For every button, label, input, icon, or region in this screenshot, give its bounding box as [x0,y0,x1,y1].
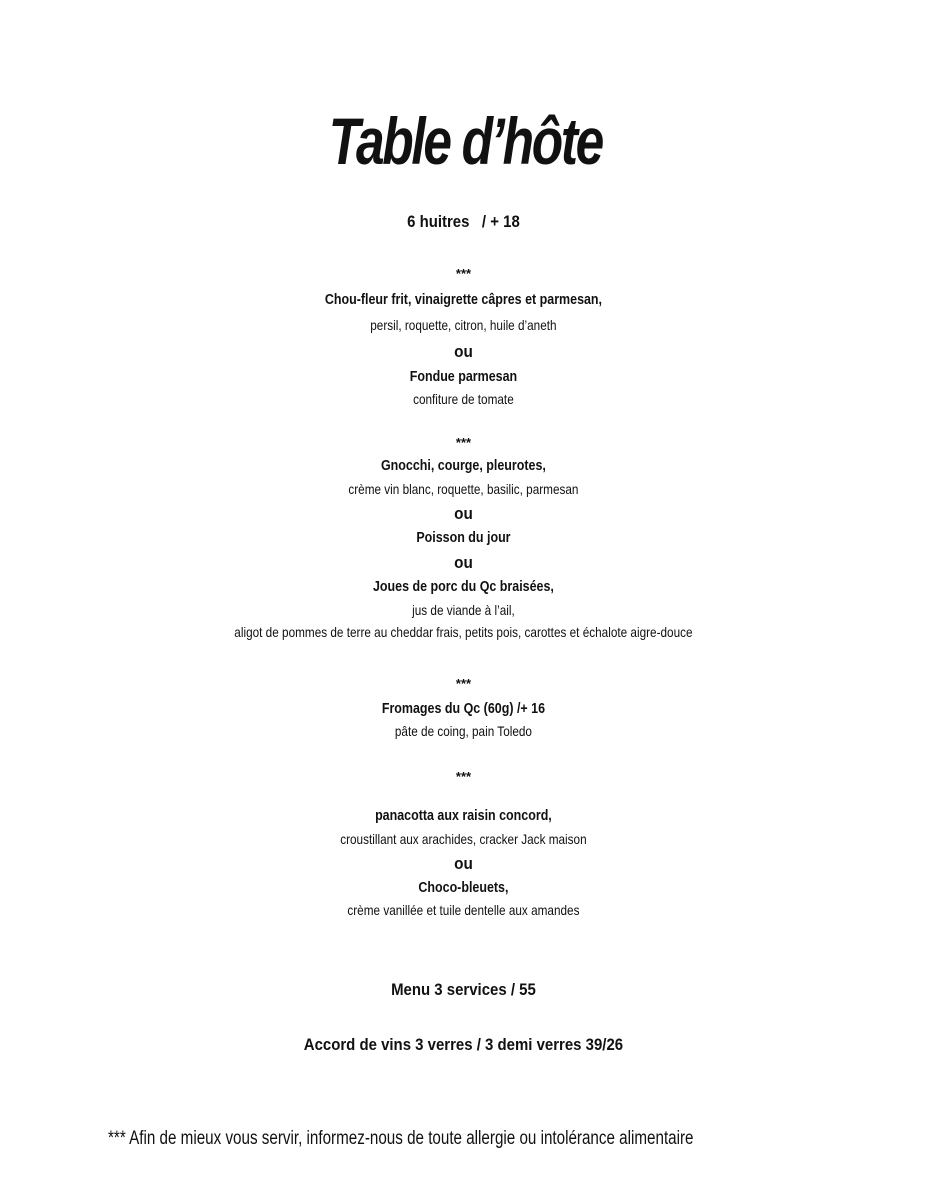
main-1-name: Gnocchi, courge, pleurotes, [380,458,546,474]
main-3-name: Joues de porc du Qc braisées, [372,579,554,595]
main-1-description: crème vin blanc, roquette, basilic, parmesan [348,481,579,497]
dessert-2-name: Choco-bleuets, [418,880,509,896]
allergy-footnote: *** Afin de mieux vous servir, informez-nous de toute allergie ou intolérance alimentaire [108,1128,694,1149]
section-separator: *** [455,435,472,450]
main-2-name: Poisson du jour [416,530,511,546]
section-separator: *** [455,676,472,691]
main-3-description-2: aligot de pommes de terre au cheddar frais, petits pois, carottes et échalote aigre-douce [234,624,693,640]
cheese-description: pâte de coing, pain Toledo [394,723,532,739]
oysters-price: / + 18 [481,212,520,231]
entree-2-name: Fondue parmesan [409,369,518,385]
entree-2-description: confiture de tomate [413,391,514,407]
dessert-2-description: crème vanillée et tuile dentelle aux amandes [347,902,580,918]
main-3-description: jus de viande à l’ail, [412,602,515,618]
cheese-name: Fromages du Qc (60g) /+ 16 [381,701,546,717]
alternative-divider: ou [454,854,473,873]
page-title: Table d’hôte [328,104,602,178]
entree-1-name: Chou-fleur frit, vinaigrette câpres et parmesan, [324,292,603,308]
entree-1-description: persil, roquette, citron, huile d’aneth [370,317,557,333]
alternative-divider: ou [454,553,473,572]
dessert-1-name: panacotta aux raisin concord, [375,808,552,824]
wine-pairing: Accord de vins 3 verres / 3 demi verres 39/26 [303,1035,624,1054]
alternative-divider: ou [454,342,473,361]
menu-price: Menu 3 services / 55 [391,980,536,999]
oysters-label: 6 huitres [407,212,470,231]
dessert-1-description: croustillant aux arachides, cracker Jack maison [340,831,587,847]
section-separator: *** [455,266,472,281]
section-separator: *** [455,769,472,784]
alternative-divider: ou [454,504,473,523]
oysters-line [56,212,872,232]
